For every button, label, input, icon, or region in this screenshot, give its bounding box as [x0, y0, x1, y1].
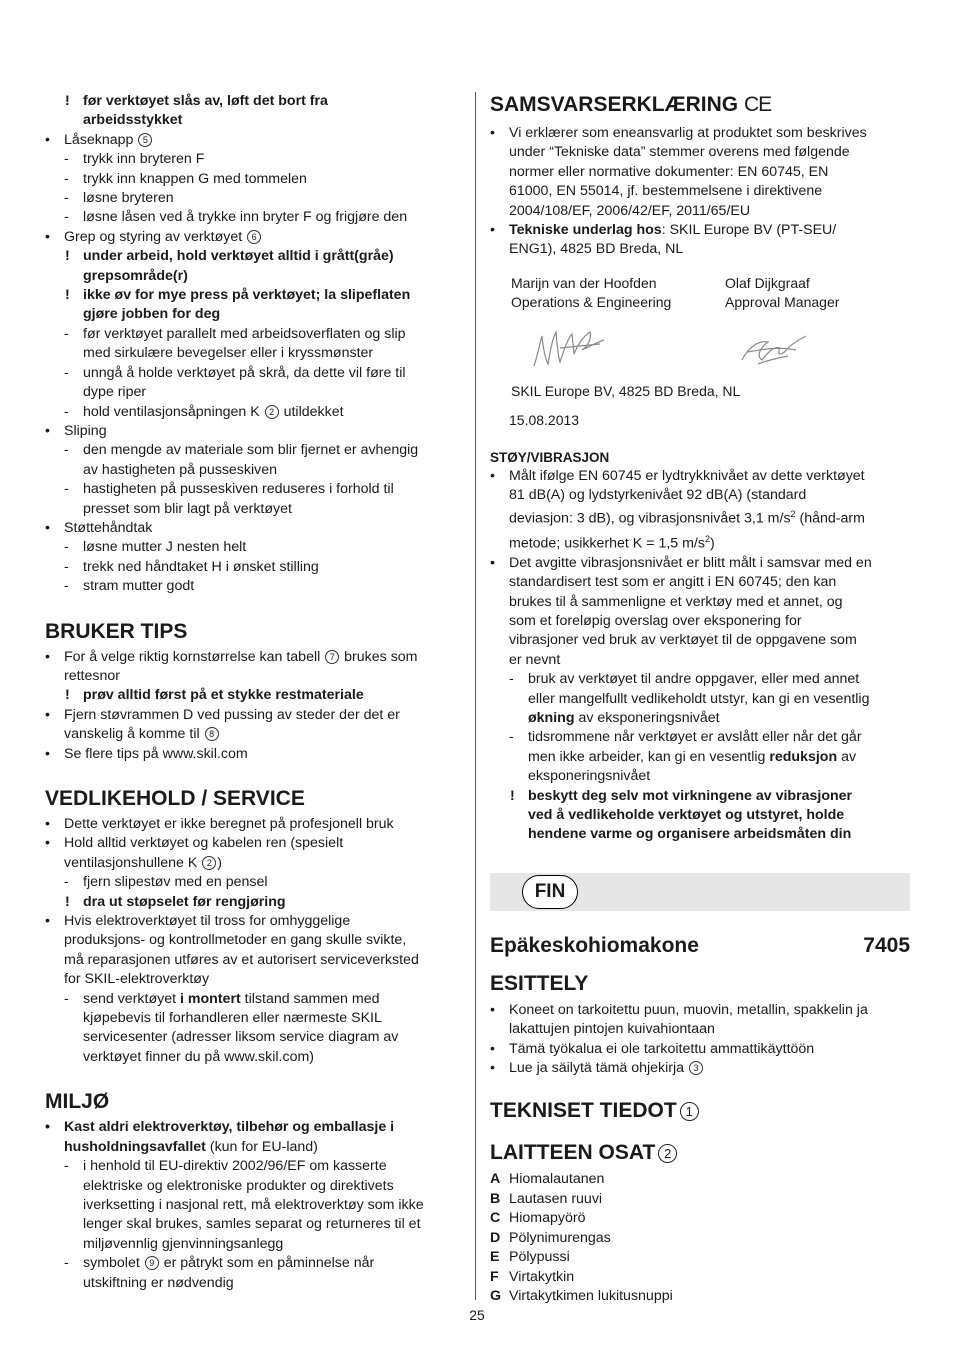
- text: men ikke arbeider, kan gi en vesentlig: [528, 748, 766, 765]
- warning-item-cont: gjøre jobben for deg: [83, 306, 221, 323]
- dash-item: [45, 403, 460, 422]
- heading-text: SAMSVARSERKLÆRING: [490, 93, 739, 116]
- dash-item-cont: [490, 748, 910, 767]
- dash-item: - trekk ned håndtaket H i ønsket stilling: [45, 558, 460, 577]
- bullet-item: [45, 228, 460, 247]
- text: (kun for EU-land): [209, 1138, 318, 1155]
- bullet-item-cont: [490, 505, 910, 529]
- bullet-item: • Målt ifølge EN 60745 er lydtrykknivået av dette verktøyet: [490, 467, 910, 486]
- dash-item: - bruk av verktøyet til andre oppgaver, eller med annet: [490, 670, 910, 689]
- superscript: 2: [704, 533, 710, 544]
- bullet-item: • Koneet on tarkoitettu puun, muovin, metallin, spakkelin ja: [490, 1001, 910, 1020]
- text: tilstand sammen med: [244, 990, 380, 1007]
- text: utildekket: [283, 403, 344, 420]
- dash-item: - stram mutter godt: [45, 577, 460, 596]
- heading-esittely: ESITTELY: [490, 971, 589, 995]
- bullet-item-cont: [45, 1138, 460, 1157]
- dash-item-cont: utskiftning er nødvendig: [83, 1274, 234, 1291]
- text-bold: i montert: [180, 990, 241, 1007]
- bullet-item: • Vi erklærer som eneansvarlig at produktet som beskrives: [490, 124, 910, 143]
- language-badge: FIN: [522, 875, 578, 909]
- dash-item-cont: kjøpebevis til forhandleren eller nærmeste SKIL: [83, 1010, 382, 1027]
- date: 15.08.2013: [509, 412, 580, 429]
- part-item: [490, 1209, 910, 1228]
- dash-item-cont: servicesenter (adresser liksom service diagram av: [83, 1029, 399, 1046]
- heading-laitteen: [490, 1140, 910, 1166]
- heading-bruker-tips: BRUKER TIPS: [45, 619, 188, 643]
- dash-item: - tidsrommene når verktøyet er avslått eller når det går: [490, 728, 910, 747]
- bullet-item: • Sliping: [45, 422, 460, 441]
- part-item: [490, 1287, 910, 1306]
- dash-item-cont: eksponeringsnivået: [528, 768, 651, 785]
- dash-item-cont: med sirkulære bevegelser eller i kryssmønster: [83, 345, 374, 362]
- bullet-item-cont: [490, 530, 910, 554]
- right-column: [490, 92, 910, 1306]
- text: (hånd-arm: [795, 511, 865, 528]
- circled-number: 2: [658, 1144, 677, 1163]
- bullet-item: • Støttehåndtak: [45, 519, 460, 538]
- warning-item-cont: grepsområde(r): [83, 267, 188, 284]
- dash-item: [45, 990, 460, 1009]
- part-key: A: [490, 1171, 501, 1188]
- dash-item: - i henhold til EU-direktiv 2002/96/EF om kasserte: [45, 1157, 460, 1176]
- company-address: SKIL Europe BV, 4825 BD Breda, NL: [511, 382, 741, 399]
- part-key: B: [490, 1190, 501, 1207]
- signatory-name: Olaf Dijkgraaf: [725, 274, 810, 291]
- heading-text: LAITTEEN OSAT: [490, 1141, 656, 1165]
- part-item: [490, 1229, 910, 1248]
- text: deviasjon: 3 dB), og vibrasjonsnivået 3,1 m/s: [509, 511, 791, 528]
- bullet-item-cont: normer eller normative dokumenter: EN 60745, EN: [509, 163, 829, 180]
- page-number: 25: [469, 1307, 485, 1323]
- text-bold: økning: [528, 710, 575, 726]
- part-label: Lautasen ruuvi: [509, 1190, 603, 1207]
- text: brukes som: [344, 648, 418, 665]
- text-bold: reduksjon: [769, 748, 838, 765]
- text: av eksponeringsnivået: [578, 710, 720, 726]
- circled-number: 6: [247, 230, 261, 244]
- circled-number: 2: [202, 856, 216, 870]
- dash-item-cont: verktøyet finner du på www.skil.com): [83, 1048, 315, 1065]
- bullet-item-cont: brukes til å sammenligne et verktøy med et annet, og: [509, 593, 843, 610]
- parts-list: [490, 1170, 910, 1306]
- bullet-item-cont: under “Tekniske data” stemmer overens med følgende: [509, 144, 850, 161]
- part-item: [490, 1248, 910, 1267]
- left-column: [45, 92, 460, 1293]
- dash-item-cont: lenger skal brukes, samles separat og returneres til et: [83, 1216, 421, 1233]
- text-bold: husholdningsavfallet: [64, 1138, 206, 1155]
- bullet-item-cont: ventilasjonshullene K 2 ): [64, 854, 222, 871]
- dash-item: [45, 1254, 460, 1273]
- part-key: G: [490, 1287, 502, 1304]
- bullet-item-cont: lakattujen pintojen kuivahiontaan: [509, 1021, 715, 1038]
- dash-item-cont: iverksetting i nasjonal rett, må elektroverktøy som ikke: [83, 1196, 424, 1213]
- dash-item: - unngå å holde verktøyet på skrå, da dette vil føre til: [45, 364, 460, 383]
- bullet-item: • Det avgitte vibrasjonsnivået er blitt målt i samsvar med en: [490, 554, 910, 573]
- part-key: C: [490, 1210, 501, 1227]
- part-label: Hiomapyörö: [509, 1210, 586, 1227]
- bullet-item-cont: er nevnt: [509, 651, 561, 668]
- dash-item: - trykk inn knappen G med tommelen: [45, 170, 460, 189]
- bullet-item: • Se flere tips på www.skil.com: [45, 745, 460, 764]
- bullet-item: [490, 221, 910, 240]
- bullet-item: [490, 1059, 910, 1078]
- bullet-item: [45, 131, 460, 150]
- text: av: [841, 748, 857, 765]
- dash-item: - løsne mutter J nesten helt: [45, 538, 460, 557]
- product-title: [490, 933, 910, 959]
- bullet-item: • Dette verktøyet er ikke beregnet på profesjonell bruk: [45, 815, 460, 834]
- signatory-name: Marijn van der Hoofden: [511, 274, 657, 291]
- text: er påtrykt som en påminnelse når: [163, 1255, 375, 1272]
- bullet-item-cont: som et foreløpig overslag over eksponering for: [509, 612, 802, 629]
- heading-vedlikehold: VEDLIKEHOLD / SERVICE: [45, 787, 305, 810]
- product-number: 7405: [863, 933, 910, 957]
- bullet-item-cont: 2004/108/EF, 2006/42/EF, 2011/65/EU: [509, 202, 751, 219]
- warning-item: ! beskytt deg selv mot virkningene av vibrasjoner: [490, 787, 910, 806]
- dash-item-cont: dype riper: [83, 384, 147, 401]
- warning-item: ! prøv alltid først på et stykke restmateriale: [45, 686, 460, 705]
- dash-item-cont: [490, 709, 910, 728]
- signature-2-icon: [738, 330, 813, 370]
- dash-item: - løsne bryteren: [45, 189, 460, 208]
- circled-number: 1: [680, 1102, 699, 1121]
- part-item: [490, 1170, 910, 1189]
- heading-miljo: MILJØ: [45, 1090, 110, 1114]
- text: symbolet: [83, 1255, 140, 1272]
- ce-mark-icon: CE: [743, 93, 772, 116]
- part-key: E: [490, 1249, 500, 1266]
- bullet-item: • Kast aldri elektroverktøy, tilbehør og emballasje i: [45, 1118, 460, 1137]
- circled-number: 9: [145, 1256, 159, 1270]
- part-label: Hiomalautanen: [509, 1171, 605, 1188]
- signatory-2: [725, 274, 905, 312]
- dash-item: - trykk inn bryteren F: [45, 150, 460, 169]
- warning-item: ! ikke øv for mye press på verktøyet; la slipeflaten: [45, 286, 460, 305]
- heading-text: TEKNISET TIEDOT: [490, 1099, 677, 1123]
- superscript: 2: [790, 509, 796, 520]
- part-item: [490, 1190, 910, 1209]
- dash-item-cont: elektriske og elektroniske produkter og direktivets: [83, 1177, 394, 1194]
- heading-stoy: STØY/VIBRASJON: [490, 449, 610, 465]
- part-label: Pölypussi: [509, 1249, 570, 1266]
- circled-number: 7: [325, 650, 339, 664]
- signatories: [490, 274, 910, 312]
- bullet-item-cont: for SKIL-elektroverktøy: [64, 971, 210, 988]
- part-item: [490, 1268, 910, 1287]
- part-key: F: [490, 1268, 499, 1285]
- warning-item: ! under arbeid, hold verktøyet alltid i grått(gråe): [45, 247, 460, 266]
- signatory-1: [511, 274, 725, 312]
- text: Låseknapp: [64, 131, 134, 148]
- warning-item: ! før verktøyet slås av, løft det bort fra: [45, 92, 460, 111]
- language-bar: [490, 873, 910, 911]
- text: ): [709, 535, 715, 552]
- bullet-item-cont: 81 dB(A) og lydstyrkenivået 92 dB(A) (standard: [509, 487, 807, 504]
- bullet-item-cont: [45, 725, 460, 744]
- warning-item-cont: ved å vedlikeholde verktøyet og utstyret, holde: [528, 807, 845, 824]
- dash-item-cont: miljøvennlig gjenvinningsanlegg: [83, 1235, 284, 1252]
- text: vanskelig å komme til: [64, 726, 200, 743]
- bullet-item: • Tämä työkalua ei ole tarkoitettu ammattikäyttöön: [490, 1040, 910, 1059]
- part-label: Pölynimurengas: [509, 1229, 611, 1246]
- text: For å velge riktig kornstørrelse kan tabell: [64, 648, 321, 665]
- bullet-item: • Hvis elektroverktøyet til tross for omhyggelige: [45, 912, 460, 931]
- product-name: Epäkeskohiomakone: [490, 933, 699, 957]
- signatures: [490, 312, 910, 382]
- text: Lue ja säilytä tämä ohjekirja: [509, 1060, 685, 1077]
- part-key: D: [490, 1229, 501, 1246]
- text: Grep og styring av verktøyet: [64, 228, 243, 245]
- dash-item: - den mengde av materiale som blir fjernet er avhengig: [45, 441, 460, 460]
- circled-number: 5: [138, 133, 152, 147]
- dash-item-cont: presset som blir lagt på verktøyet: [83, 500, 292, 517]
- bullet-item-cont: standardisert test som er angitt i EN 60745; den kan: [509, 574, 837, 591]
- column-divider: [475, 92, 476, 1300]
- bullet-item-cont: ENG1), 4825 BD Breda, NL: [509, 241, 684, 258]
- warning-item-cont: arbeidsstykket: [83, 112, 183, 129]
- circled-number: 3: [689, 1061, 703, 1075]
- dash-item-cont: eller mangelfullt vedlikeholdt utstyr, kan gi en vesentlig: [528, 690, 870, 707]
- circled-number: 2: [265, 405, 279, 419]
- part-label: Virtakytkin: [509, 1268, 575, 1285]
- bullet-item: • Hold alltid verktøyet og kabelen ren (spesielt: [45, 834, 460, 853]
- dash-item: - hastigheten på pusseskiven reduseres i forhold til: [45, 480, 460, 499]
- warning-item-cont: hendene varme og organisere arbeidsmåten din: [528, 826, 852, 843]
- bullet-item-cont: 61000, EN 55014, jf. bestemmelsene i direktivene: [509, 183, 823, 200]
- text-bold: Tekniske underlag hos: [509, 222, 662, 239]
- dash-item-cont: av hastigheten på pusseskiven: [83, 461, 278, 478]
- bullet-item: • Fjern støvrammen D ved pussing av steder der det er: [45, 706, 460, 725]
- bullet-item-cont: produksjons- og kontrollmetoder en gang skulle svikte,: [64, 932, 407, 949]
- heading-tekniset: [490, 1098, 910, 1124]
- warning-item: ! dra ut støpselet før rengjøring: [45, 893, 460, 912]
- signatory-title: Approval Manager: [725, 293, 840, 310]
- dash-item: - løsne låsen ved å trykke inn bryter F og frigjøre den: [45, 208, 460, 227]
- text: send verktøyet: [83, 990, 177, 1007]
- circled-number: 8: [205, 727, 219, 741]
- text: metode; usikkerhet K = 1,5 m/s: [509, 535, 705, 552]
- text: ventilasjonshullene K: [64, 854, 198, 871]
- text: : SKIL Europe BV (PT-SEU/: [661, 222, 837, 239]
- signature-1-icon: [530, 324, 610, 374]
- signatory-title: Operations & Engineering: [511, 293, 672, 310]
- bullet-item-cont: vibrasjoner ved bruk av verktøyet til de oppgavene som: [509, 632, 857, 649]
- bullet-item-cont: rettesnor: [64, 667, 120, 684]
- dash-item: - fjern slipestøv med en pensel: [45, 873, 460, 892]
- bullet-item: [45, 648, 460, 667]
- bullet-item-cont: må reparasjonen utføres av et autorisert serviceverksted: [64, 951, 419, 968]
- dash-item: - før verktøyet parallelt med arbeidsoverflaten og slip: [45, 325, 460, 344]
- part-label: Virtakytkimen lukitusnuppi: [509, 1287, 673, 1304]
- heading-samsvar: [490, 92, 910, 118]
- text: hold ventilasjonsåpningen K: [83, 403, 260, 420]
